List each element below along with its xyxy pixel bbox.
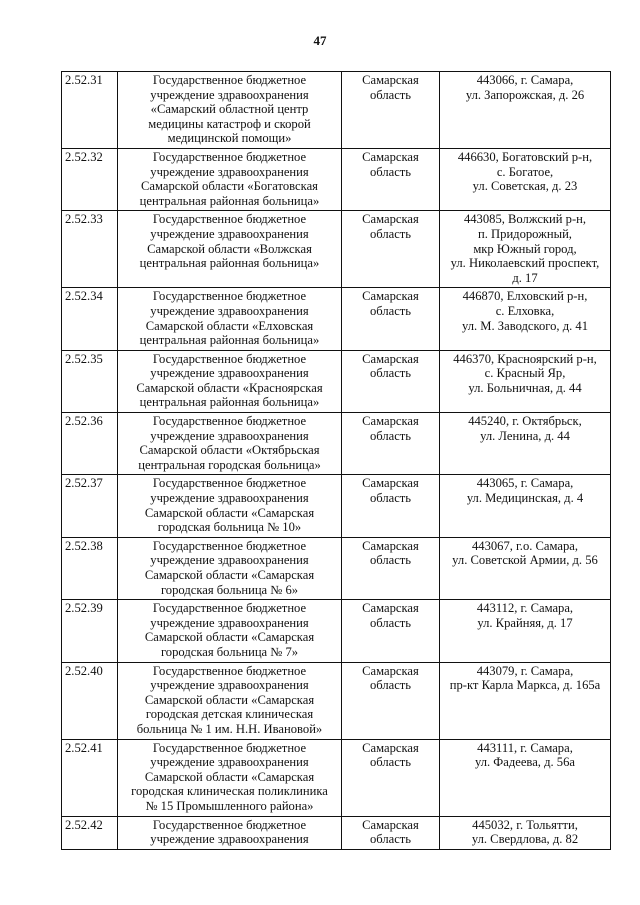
institution-address [440, 350, 611, 412]
institution-name-line: учреждение здравоохранения [150, 164, 309, 179]
entry-number: 2.52.35 [62, 350, 118, 412]
institution-name-line: Государственное бюджетное [152, 414, 307, 429]
institution-name [118, 148, 342, 210]
region-name [342, 148, 440, 210]
region-name-line: Самарская [362, 351, 419, 366]
region-name-line: Самарская [362, 414, 419, 429]
table-row [62, 350, 611, 412]
institution-name-line: Государственное бюджетное [152, 212, 307, 227]
table-row [62, 600, 611, 662]
institution-name-line: учреждение здравоохранения [150, 428, 309, 443]
institution-address-line: ул. Фадеева, д. 56а [474, 755, 575, 770]
institution-address-line: 443085, Волжский р-н, [463, 212, 587, 227]
institution-address [440, 816, 611, 849]
entry-number: 2.52.31 [62, 72, 118, 149]
institution-name [118, 475, 342, 537]
table-body [62, 72, 611, 850]
region-name-line: Самарская [362, 601, 419, 616]
region-name-line: Самарская [362, 817, 419, 832]
institution-name-line: центральная районная больница» [139, 256, 320, 271]
institution-name [118, 739, 342, 816]
entry-number: 2.52.42 [62, 816, 118, 849]
institution-name-line: учреждение здравоохранения [150, 303, 309, 318]
institution-address [440, 211, 611, 288]
institution-address-line: 443111, г. Самара, [477, 740, 573, 755]
region-name [342, 600, 440, 662]
region-name-line: Самарская [362, 476, 419, 491]
entry-number: 2.52.34 [62, 288, 118, 350]
institution-address [440, 288, 611, 350]
region-name-line: Самарская [362, 289, 419, 304]
table-row [62, 816, 611, 849]
institution-name-line: учреждение здравоохранения [150, 755, 309, 770]
institution-name-line: Государственное бюджетное [152, 740, 307, 755]
institution-address-line: д. 17 [512, 270, 538, 285]
institution-address-line: ул. М. Заводского, д. 41 [461, 318, 589, 333]
entry-number: 2.52.33 [62, 211, 118, 288]
institution-address-line: 445240, г. Октябрьск, [468, 414, 582, 429]
institution-address-line: 446630, Богатовский р-н, [457, 149, 593, 164]
institution-address [440, 413, 611, 475]
institution-name [118, 662, 342, 739]
table-row [62, 148, 611, 210]
institution-address-line: с. Красный Яр, [484, 366, 566, 381]
institution-address-line: мкр Южный город, [473, 241, 577, 256]
institution-name-line: Самарской области «Самарская [144, 568, 315, 582]
region-name [342, 816, 440, 849]
institution-address-line: ул. Медицинская, д. 4 [466, 491, 584, 506]
institution-name-line: центральная районная больница» [139, 193, 320, 208]
institution-name [118, 537, 342, 599]
region-name-line: область [369, 87, 412, 102]
institution-name-line: Государственное бюджетное [152, 149, 307, 164]
entry-number: 2.52.41 [62, 739, 118, 816]
institution-name-line: Государственное бюджетное [152, 476, 307, 491]
region-name-line: область [369, 491, 412, 506]
institution-name [118, 211, 342, 288]
entry-number: 2.52.36 [62, 413, 118, 475]
institution-address-line: 443079, г. Самара, [476, 663, 574, 678]
region-name-line: область [369, 164, 412, 179]
institution-name-line: учреждение здравоохранения [150, 366, 309, 381]
institution-address [440, 537, 611, 599]
institution-name-line: № 15 Промышленного района» [145, 798, 314, 813]
institution-address-line: п. Придорожный, [478, 226, 572, 241]
institution-name-line: Самарской области «Богатовская [141, 179, 318, 194]
region-name [342, 739, 440, 816]
region-name-line: Самарская [362, 740, 419, 755]
institution-address-line: 443065, г. Самара, [476, 476, 574, 491]
institution-name [118, 72, 342, 149]
institution-name-line: городская детская клиническая [145, 707, 314, 722]
institution-name-line: Самарской области «Самарская [144, 769, 315, 784]
region-name-line: Самарская [362, 663, 419, 678]
institution-address-line: с. Елховка, [495, 303, 555, 318]
entry-number: 2.52.40 [62, 662, 118, 739]
institution-address-line: 446370, Красноярский р-н, [453, 351, 597, 366]
institution-address [440, 600, 611, 662]
institution-name-line: «Самарский областной центр [150, 102, 309, 117]
institution-name-line: медицины катастроф и скорой [148, 116, 311, 131]
entry-number: 2.52.39 [62, 600, 118, 662]
region-name-line: Самарская [362, 212, 419, 227]
region-name-line: область [369, 428, 412, 443]
region-name-line: область [369, 615, 412, 630]
region-name [342, 72, 440, 149]
table-row [62, 288, 611, 350]
institution-name-line: учреждение здравоохранения [150, 226, 309, 241]
page-number: 47 [313, 33, 327, 48]
region-name-line: Самарская [362, 73, 419, 87]
institution-name-line: учреждение здравоохранения [150, 87, 309, 102]
institution-name-line: медицинской помощи» [167, 131, 292, 146]
entry-number: 2.52.38 [62, 537, 118, 599]
region-name [342, 537, 440, 599]
region-name-line: Самарская [362, 149, 419, 164]
institution-address-line: 445032, г. Тольятти, [472, 817, 578, 832]
institution-address-line: пр-кт Карла Маркса, д. 165а [449, 678, 601, 693]
institution-name-line: учреждение здравоохранения [150, 832, 309, 847]
institution-address-line: 443112, г. Самара, [476, 601, 574, 616]
institution-address-line: ул. Больничная, д. 44 [468, 380, 582, 395]
institution-address-line: 443066, г. Самара, [476, 73, 574, 87]
institution-name [118, 288, 342, 350]
table-row [62, 211, 611, 288]
institution-address-line: ул. Свердлова, д. 82 [471, 832, 579, 847]
institution-address [440, 148, 611, 210]
region-name-line: область [369, 832, 412, 847]
institution-name-line: городская больница № 10» [157, 520, 302, 535]
institution-address-line: ул. Ленина, д. 44 [480, 428, 570, 443]
institution-name-line: центральная районная больница» [139, 395, 320, 410]
table-row [62, 413, 611, 475]
institution-address-line: ул. Крайняя, д. 17 [477, 615, 573, 630]
institution-name-line: Самарской области «Красноярская [136, 380, 323, 395]
institution-name [118, 600, 342, 662]
institution-name-line: учреждение здравоохранения [150, 553, 309, 568]
institution-name-line: Государственное бюджетное [152, 601, 307, 616]
institution-name-line: Самарской области «Октябрьская [139, 443, 320, 458]
region-name [342, 475, 440, 537]
region-name-line: область [369, 303, 412, 318]
institution-address-line: ул. Советская, д. 23 [472, 179, 578, 194]
region-name-line: область [369, 226, 412, 241]
institution-address-line: ул. Николаевский проспект, [450, 256, 600, 271]
region-name [342, 350, 440, 412]
institution-name-line: городская больница № 7» [160, 644, 299, 659]
institution-name-line: центральная районная больница» [139, 333, 320, 348]
institution-name-line: Государственное бюджетное [152, 289, 307, 304]
institution-name-line: Государственное бюджетное [152, 817, 307, 832]
institution-name-line: Самарской области «Самарская [144, 630, 315, 645]
region-name-line: область [369, 553, 412, 568]
institution-name-line: Государственное бюджетное [152, 538, 307, 553]
institution-name-line: Самарской области «Волжская [147, 241, 312, 256]
region-name-line: область [369, 755, 412, 770]
region-name [342, 288, 440, 350]
institutions-table [61, 71, 611, 850]
institution-address [440, 662, 611, 739]
institution-name [118, 413, 342, 475]
table-row [62, 475, 611, 537]
institution-name-line: Самарской области «Самарская [144, 505, 315, 520]
institution-address [440, 475, 611, 537]
institution-address-line: ул. Запорожская, д. 26 [465, 87, 585, 102]
region-name-line: область [369, 678, 412, 693]
institution-name-line: Государственное бюджетное [152, 73, 307, 87]
region-name [342, 211, 440, 288]
institution-name-line: Самарской области «Самарская [144, 692, 315, 707]
institution-address-line: 446870, Елховский р-н, [462, 289, 588, 304]
institution-name [118, 350, 342, 412]
institution-address [440, 72, 611, 149]
table-row [62, 662, 611, 739]
region-name [342, 662, 440, 739]
institution-address-line: ул. Советской Армии, д. 56 [452, 553, 598, 568]
institution-name-line: городская больница № 6» [160, 582, 299, 597]
region-name-line: Самарская [362, 538, 419, 553]
institution-address-line: 443067, г.о. Самара, [471, 538, 579, 553]
institution-name-line: больница № 1 им. Н.Н. Ивановой» [136, 721, 323, 736]
entry-number: 2.52.32 [62, 148, 118, 210]
institution-name-line: городская клиническая поликлиника [131, 784, 328, 799]
institution-name-line: центральная городская больница» [138, 457, 321, 472]
institution-name-line: учреждение здравоохранения [150, 615, 309, 630]
institution-name-line: учреждение здравоохранения [150, 491, 309, 506]
institution-name [118, 816, 342, 849]
region-name-line: область [369, 366, 412, 381]
institution-name-line: учреждение здравоохранения [150, 678, 309, 693]
institution-address-line: с. Богатое, [496, 164, 554, 179]
institution-name-line: Самарской области «Елховская [145, 318, 314, 333]
table-row [62, 72, 611, 149]
region-name [342, 413, 440, 475]
institution-address [440, 739, 611, 816]
institution-name-line: Государственное бюджетное [152, 663, 307, 678]
institution-name-line: Государственное бюджетное [152, 351, 307, 366]
table-row [62, 739, 611, 816]
table-row [62, 537, 611, 599]
entry-number: 2.52.37 [62, 475, 118, 537]
